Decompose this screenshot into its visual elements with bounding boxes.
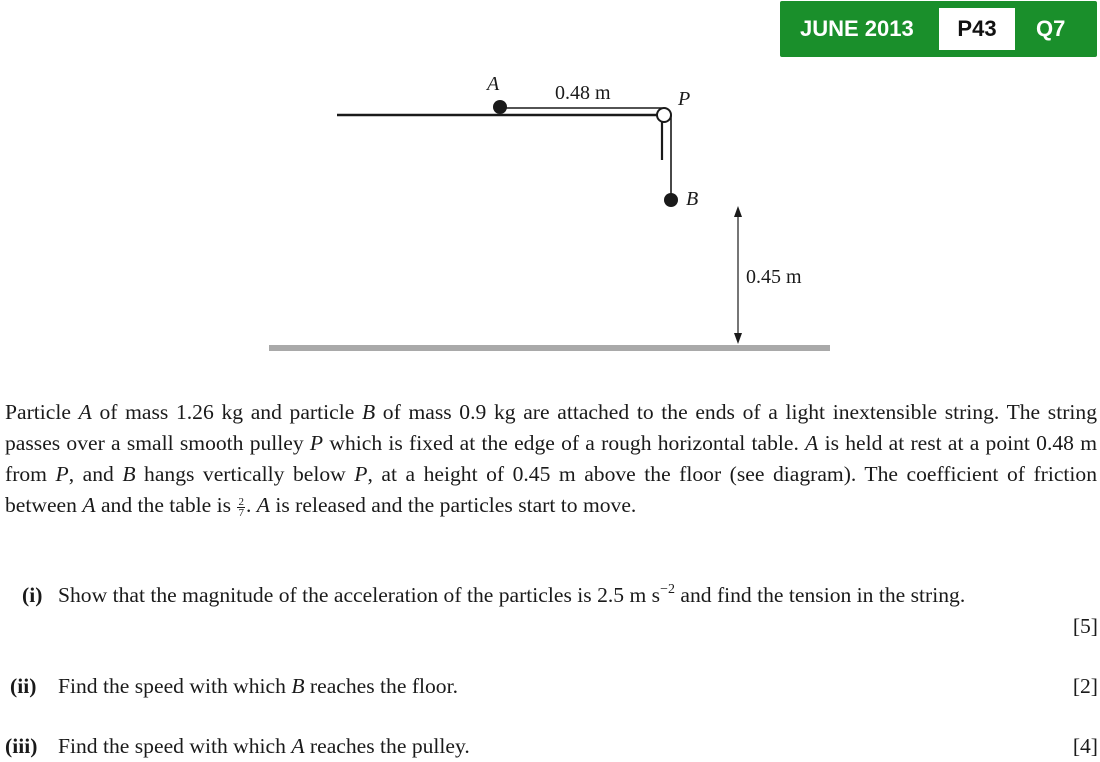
height-arrow-down <box>734 333 742 344</box>
question-number: Q7 <box>1036 16 1066 41</box>
friction-coefficient-fraction: $\frac{2}{7}$ <box>238 495 244 519</box>
question-part-ii <box>0 671 1098 702</box>
marks-ii: [2] <box>1072 674 1098 698</box>
question-number-i: (i) <box>22 583 43 607</box>
label-p: P <box>678 88 691 110</box>
question-number-ii: (ii) <box>10 674 37 698</box>
paper-reference-badge <box>780 1 1097 57</box>
pulley-p <box>657 108 671 122</box>
height-arrow-up <box>734 206 742 217</box>
label-height-b: 0.45 m <box>746 266 802 288</box>
exam-date: JUNE 2013 <box>800 16 914 41</box>
particle-a <box>493 100 507 114</box>
question-text-ii: Find the speed with which B reaches the floor. <box>58 674 459 698</box>
label-distance-ap: 0.48 m <box>555 82 611 104</box>
floor <box>269 345 830 351</box>
question-text-i: Show that the magnitude of the acceleration of the particles is 2.5 m $s^{-2}$ and find the tension in the string. <box>58 582 966 607</box>
question-text-iii: Find the speed with which A reaches the pulley. <box>58 734 470 758</box>
pulley-diagram <box>0 60 1100 360</box>
marks-iii: [4] <box>1072 734 1098 758</box>
paper-code: P43 <box>939 8 1015 50</box>
question-part-iii <box>0 731 1098 762</box>
label-b: B <box>686 188 699 210</box>
question-number-iii: (iii) <box>5 734 38 758</box>
diagram-drawing <box>0 60 1100 360</box>
problem-statement: Particle A of mass 1.26 kg and particle B of mass 0.9 kg are attached to the ends of a light inextensible string. The string passes over a small smooth pulley P which is fixed at the edge of a rough horizontal table. A is held at rest at a point 0.48 m from P, and B hangs vertically below P, at a height of 0.45 m above the floor (see diagram). The coefficient of friction between A and the table is $\frac{2}{7}$ . A is released and the particles start to move. <box>5 400 1098 519</box>
particle-b <box>664 193 678 207</box>
question-part-i <box>0 580 1098 642</box>
label-a: A <box>487 73 500 95</box>
marks-i: [5] <box>1072 614 1098 638</box>
